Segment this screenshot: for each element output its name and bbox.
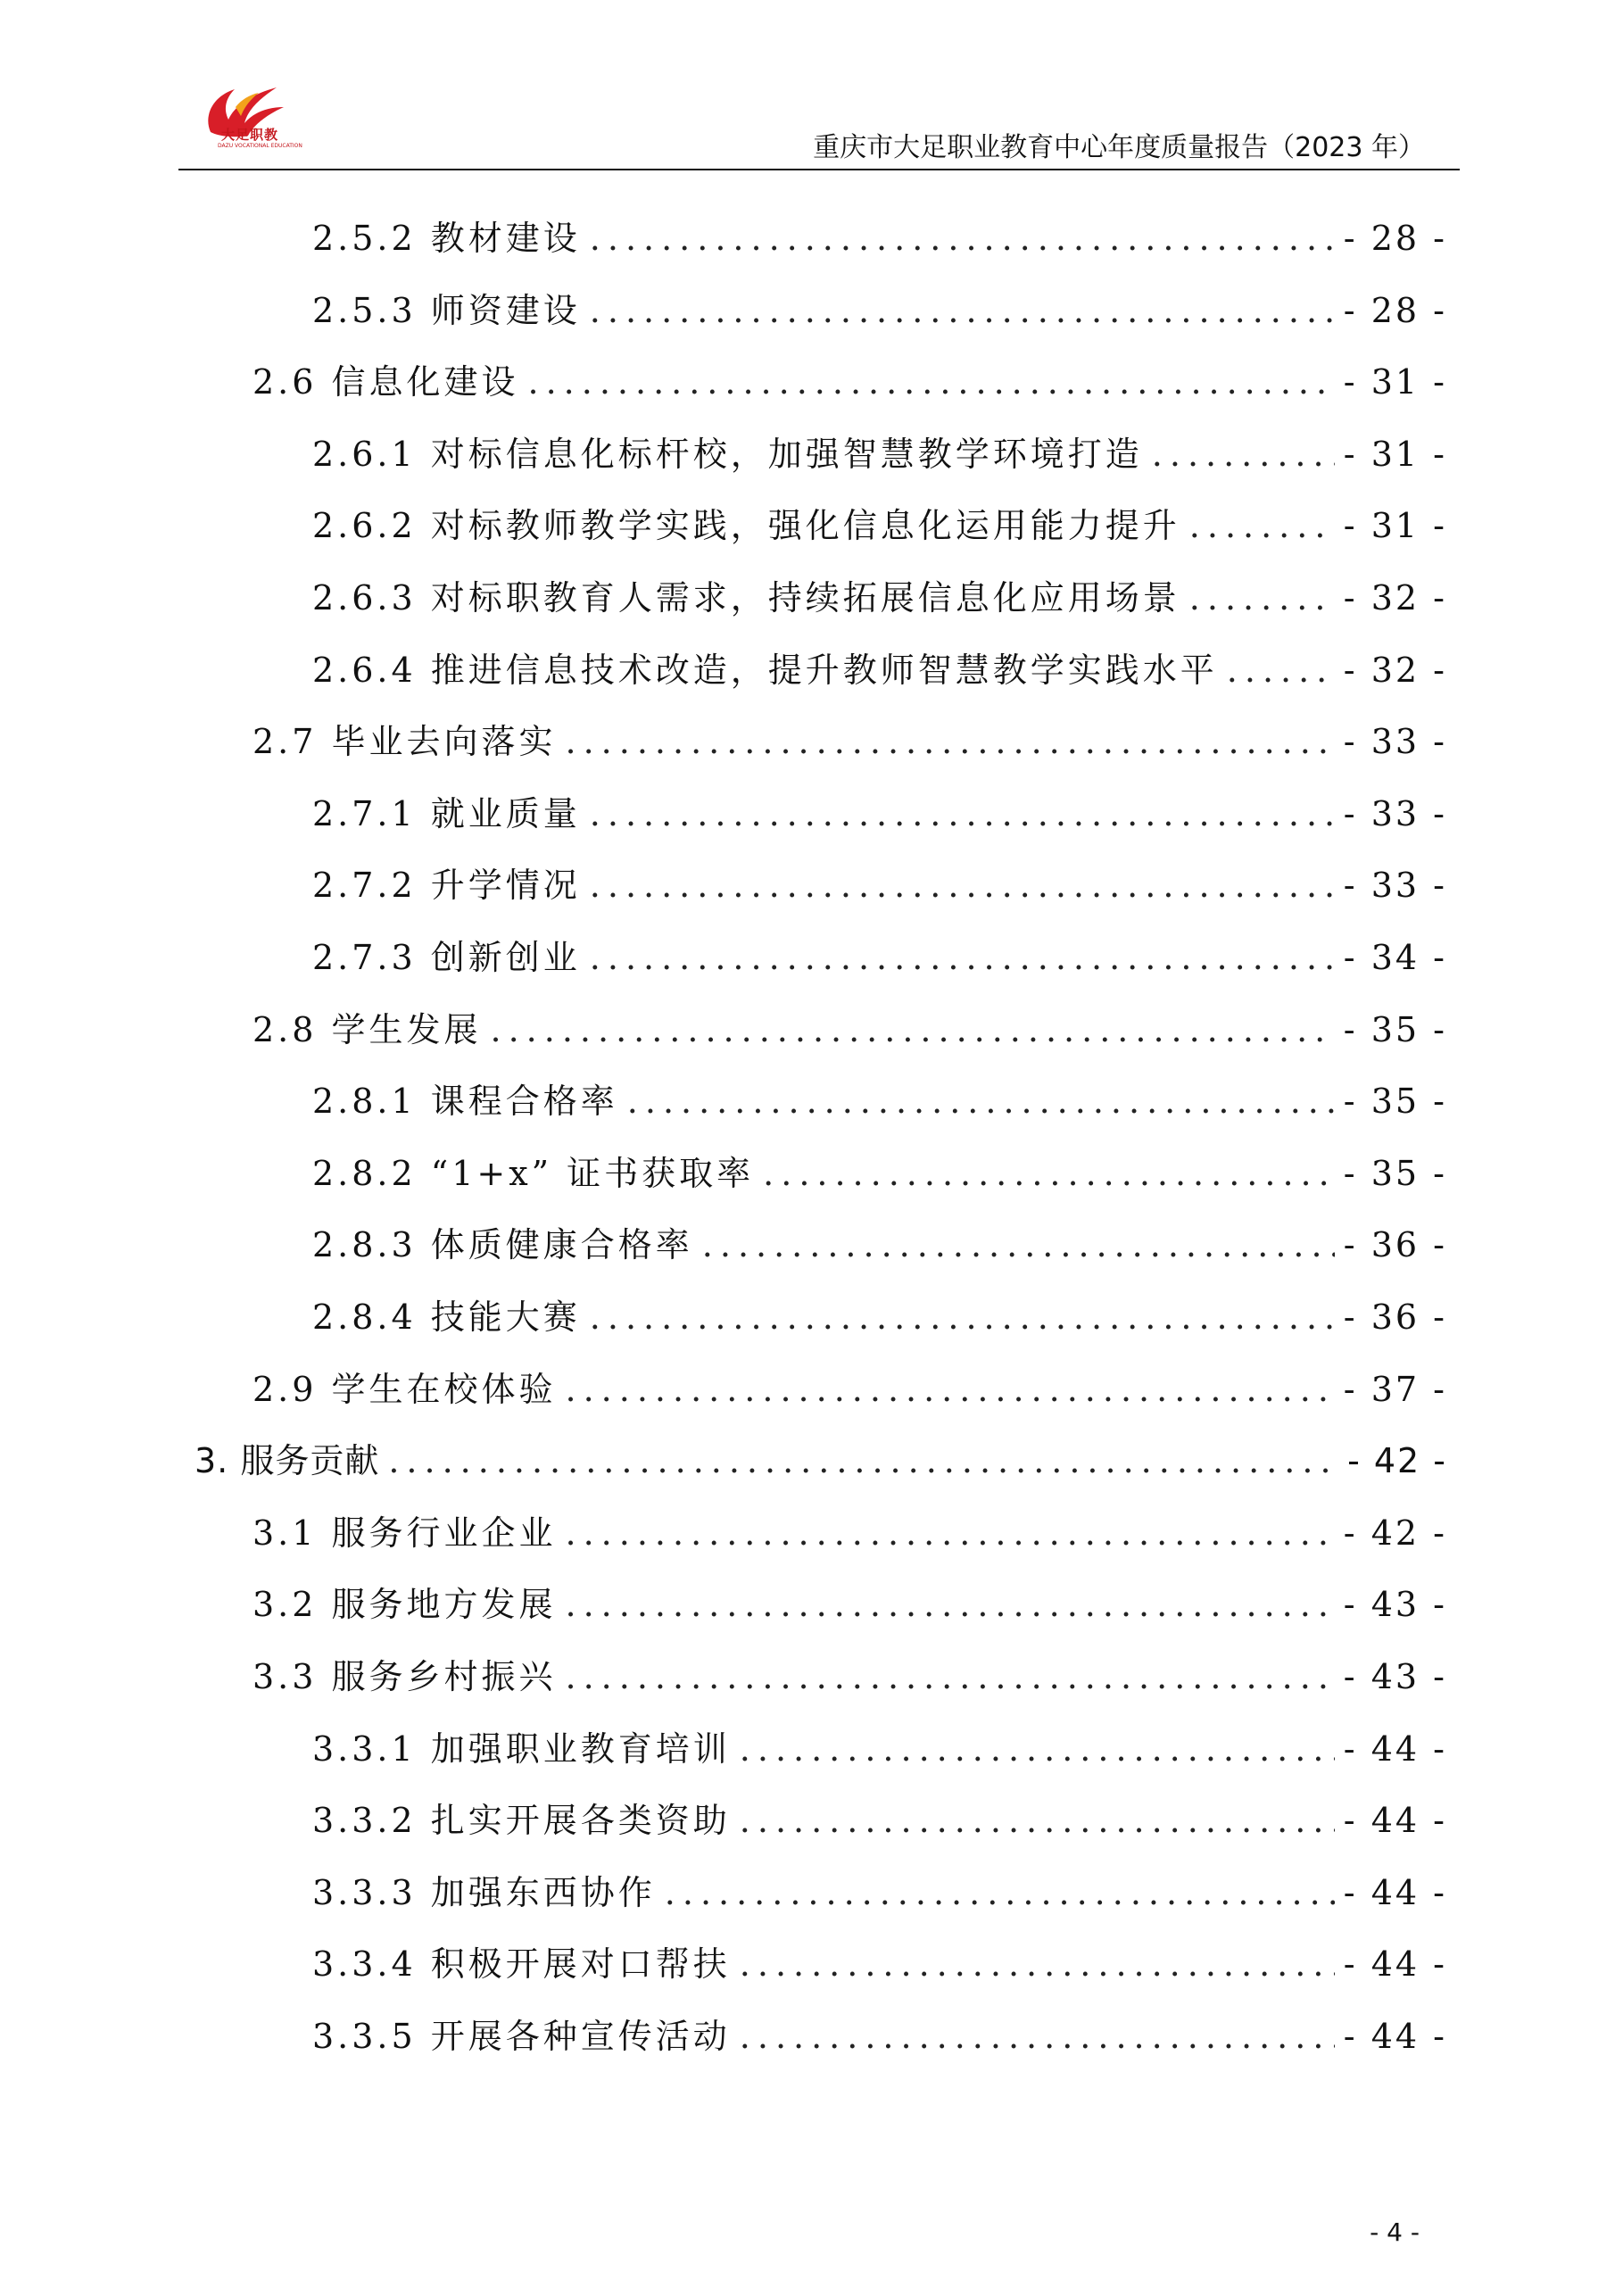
toc-entry[interactable]	[312, 1721, 1447, 1775]
toc-entry[interactable]	[312, 1073, 1447, 1127]
toc-entry[interactable]	[312, 1217, 1447, 1271]
toc-entry-page: - 31 -	[1343, 506, 1447, 545]
toc-entry-label: 2.7.2 升学情况	[312, 866, 581, 905]
toc-dot-leader	[665, 1873, 1335, 1912]
toc-entry-label: 3.3.5 开展各种宣传活动	[312, 2017, 731, 2056]
toc-entry-page: - 43 -	[1343, 1585, 1447, 1624]
toc-dot-leader	[590, 219, 1335, 258]
toc-dot-leader	[627, 1082, 1335, 1121]
toc-entry[interactable]	[312, 211, 1447, 264]
toc-dot-leader	[566, 722, 1335, 761]
toc-entry-page: - 31 -	[1343, 435, 1447, 474]
toc-entry-label: 2.6.2 对标教师教学实践，强化信息化运用能力提升	[312, 506, 1180, 545]
toc-entry-label: 2.9 学生在校体验	[253, 1370, 557, 1409]
toc-dot-leader	[763, 1154, 1335, 1193]
toc-dot-leader	[566, 1585, 1335, 1624]
toc-entry[interactable]	[253, 1362, 1447, 1415]
toc-entry-label: 3.3 服务乡村振兴	[253, 1657, 557, 1696]
toc-entry-label: 3.3.4 积极开展对口帮扶	[312, 1944, 731, 1984]
toc-dot-leader	[388, 1441, 1338, 1480]
toc-entry-label: 2.8 学生发展	[253, 1010, 482, 1049]
toc-dot-leader	[702, 1225, 1335, 1264]
toc-entry-label: 2.8.2 “1+x” 证书获取率	[312, 1154, 755, 1193]
toc-dot-leader	[528, 362, 1335, 402]
toc-entry-page: - 28 -	[1343, 291, 1447, 330]
toc-entry[interactable]	[312, 1936, 1447, 1990]
toc-entry-label: 2.6.3 对标职教育人需求，持续拓展信息化应用场景	[312, 578, 1180, 618]
toc-entry-page: - 28 -	[1343, 219, 1447, 258]
toc-entry[interactable]	[312, 786, 1447, 840]
toc-entry-page: - 36 -	[1343, 1225, 1447, 1264]
toc-entry[interactable]	[312, 1289, 1447, 1343]
toc-entry-page: - 32 -	[1343, 578, 1447, 618]
toc-dot-leader	[1189, 578, 1335, 618]
toc-entry[interactable]	[195, 1433, 1447, 1487]
toc-entry[interactable]	[312, 283, 1447, 336]
toc-entry-label: 2.6 信息化建设	[253, 362, 519, 402]
toc-entry-page: - 44 -	[1343, 1944, 1447, 1984]
toc-entry-page: - 35 -	[1343, 1154, 1447, 1193]
toc-entry[interactable]	[253, 1577, 1447, 1630]
toc-dot-leader	[740, 1729, 1335, 1769]
page-number: - 4 -	[1370, 2217, 1420, 2247]
toc-dot-leader	[740, 1944, 1335, 1984]
toc-entry-page: - 42 -	[1347, 1441, 1447, 1480]
toc-dot-leader	[491, 1010, 1335, 1049]
toc-entry-page: - 37 -	[1343, 1370, 1447, 1409]
toc-dot-leader	[1227, 651, 1335, 690]
toc-dot-leader	[590, 866, 1335, 905]
toc-entry-label: 2.5.2 教材建设	[312, 219, 581, 258]
toc-entry[interactable]	[253, 1649, 1447, 1703]
toc-entry[interactable]	[312, 1865, 1447, 1919]
toc-dot-leader	[566, 1370, 1335, 1409]
toc-entry-label: 2.8.1 课程合格率	[312, 1082, 618, 1121]
toc-entry-label: 3.3.3 加强东西协作	[312, 1873, 656, 1912]
toc-entry-label: 2.7.1 就业质量	[312, 794, 581, 833]
toc-entry[interactable]	[312, 642, 1447, 696]
toc-entry-label: 3.3.2 扎实开展各类资助	[312, 1801, 731, 1840]
toc-entry[interactable]	[253, 714, 1447, 767]
toc-entry-page: - 33 -	[1343, 722, 1447, 761]
toc-dot-leader	[1152, 435, 1335, 474]
toc-entry-label: 2.6.4 推进信息技术改造，提升教师智慧教学实践水平	[312, 651, 1218, 690]
toc-entry[interactable]	[312, 858, 1447, 911]
toc-entry-page: - 42 -	[1343, 1513, 1447, 1553]
toc-entry-page: - 35 -	[1343, 1082, 1447, 1121]
toc-entry-page: - 44 -	[1343, 1729, 1447, 1769]
toc-entry-label: 3. 服务贡献	[195, 1441, 380, 1480]
toc-entry-label: 3.2 服务地方发展	[253, 1585, 557, 1624]
toc-entry[interactable]	[253, 354, 1447, 408]
toc-dot-leader	[740, 2017, 1335, 2056]
toc-entry[interactable]	[312, 2009, 1447, 2062]
toc-dot-leader	[590, 794, 1335, 833]
report-title: 重庆市大足职业教育中心年度质量报告（2023 年）	[813, 132, 1425, 163]
logo-text: 大足职教	[221, 127, 279, 143]
toc-entry-page: - 44 -	[1343, 1873, 1447, 1912]
toc-entry-label: 2.7 毕业去向落实	[253, 722, 557, 761]
toc-entry-label: 2.8.3 体质健康合格率	[312, 1225, 693, 1264]
toc-entry-page: - 44 -	[1343, 2017, 1447, 2056]
toc-entry[interactable]	[312, 930, 1447, 983]
toc-entry[interactable]	[253, 1002, 1447, 1056]
toc-entry-page: - 32 -	[1343, 651, 1447, 690]
toc-entry-label: 2.7.3 创新创业	[312, 938, 581, 977]
toc-entry-page: - 31 -	[1343, 362, 1447, 402]
logo-subtext: DAZU VOCATIONAL EDUCATION	[218, 143, 302, 149]
toc-entry-label: 2.6.1 对标信息化标杆校，加强智慧教学环境打造	[312, 435, 1143, 474]
toc-entry-page: - 33 -	[1343, 866, 1447, 905]
toc-entry-page: - 36 -	[1343, 1297, 1447, 1337]
toc-entry[interactable]	[312, 1146, 1447, 1199]
toc-dot-leader	[566, 1657, 1335, 1696]
toc-entry-label: 2.5.3 师资建设	[312, 291, 581, 330]
toc-entry-label: 2.8.4 技能大赛	[312, 1297, 581, 1337]
toc-entry[interactable]	[312, 570, 1447, 624]
toc-entry-page: - 34 -	[1343, 938, 1447, 977]
toc-dot-leader	[590, 291, 1335, 330]
toc-dot-leader	[590, 938, 1335, 977]
toc-entry[interactable]	[253, 1505, 1447, 1559]
toc-entry-label: 3.3.1 加强职业教育培训	[312, 1729, 731, 1769]
toc-entry-page: - 33 -	[1343, 794, 1447, 833]
toc-entry-page: - 44 -	[1343, 1801, 1447, 1840]
toc-entry-page: - 35 -	[1343, 1010, 1447, 1049]
toc-dot-leader	[590, 1297, 1335, 1337]
toc-entry[interactable]	[312, 498, 1447, 551]
toc-entry[interactable]	[312, 1793, 1447, 1846]
toc-dot-leader	[1189, 506, 1335, 545]
toc-entry-page: - 43 -	[1343, 1657, 1447, 1696]
toc-dot-leader	[740, 1801, 1335, 1840]
toc-dot-leader	[566, 1513, 1335, 1553]
toc-entry[interactable]	[312, 427, 1447, 480]
toc-entry-label: 3.1 服务行业企业	[253, 1513, 557, 1553]
